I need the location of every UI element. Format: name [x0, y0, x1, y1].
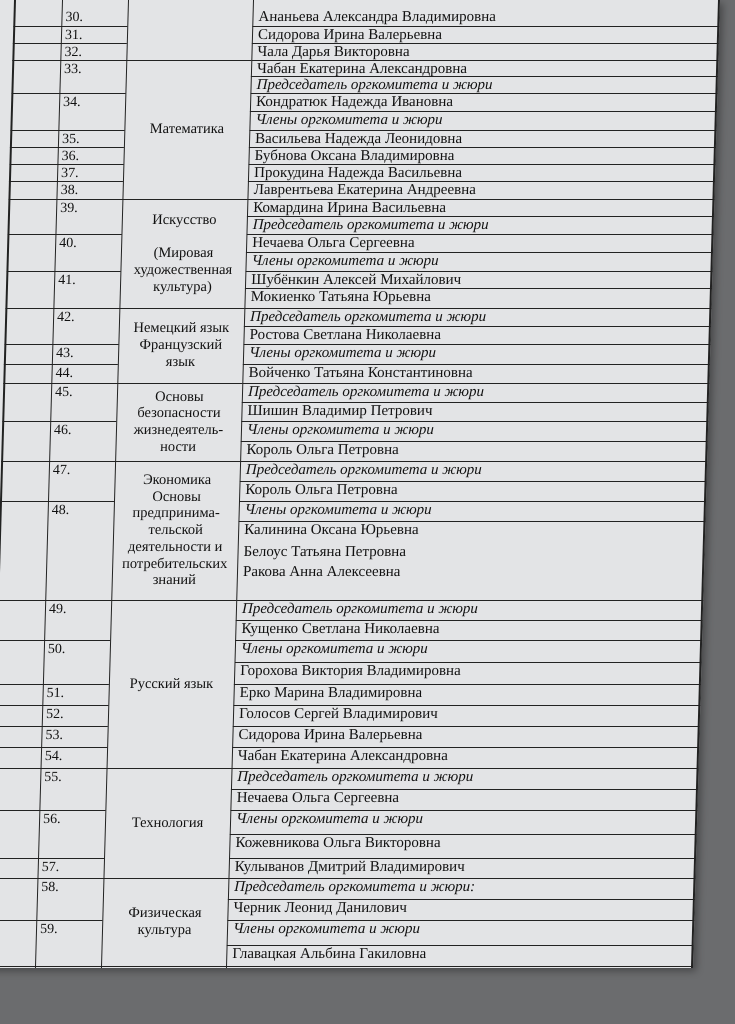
- row-number: 50.: [47, 642, 66, 657]
- subject-cell: [124, 60, 249, 199]
- row-number: 36.: [61, 149, 80, 164]
- role-heading: Председатель оргкомитета и жюри: [256, 77, 493, 93]
- member-name: Кулыванов Дмитрий Владимирович: [234, 859, 465, 875]
- row-number: 35.: [61, 132, 80, 147]
- role-heading: Члены оргкомитета и жюри: [248, 345, 437, 361]
- row-number: 34.: [62, 95, 81, 110]
- row-number: 37.: [60, 166, 79, 181]
- row-line: [7, 234, 121, 235]
- role-heading: Председатель оргкомитета и жюри: [241, 601, 479, 617]
- role-heading: Председатель оргкомитета и жюри: [252, 217, 489, 233]
- member-name: Ерко Марина Владимировна: [239, 685, 423, 701]
- row-number: 49.: [48, 602, 67, 617]
- subject-divider: [0, 966, 226, 967]
- role-heading: Председатель оргкомитета и жюри: [247, 384, 485, 400]
- row-number: 38.: [60, 183, 79, 198]
- table-border-right: [691, 0, 720, 968]
- member-name: Черник Леонид Данилович: [233, 900, 408, 916]
- row-number: 31.: [64, 28, 83, 43]
- row-number: 54.: [44, 749, 63, 764]
- member-name: Сидорова Ирина Валерьевна: [238, 727, 423, 743]
- row-line: [0, 858, 104, 859]
- subject-name: Основы безопасности жизнедеятель- ности: [133, 388, 224, 455]
- row-line: [4, 344, 118, 345]
- row-line: [0, 747, 107, 748]
- member-name: Сидорова Ирина Валерьевна: [257, 27, 443, 43]
- subject-cell: [113, 461, 238, 600]
- row-number: 55.: [44, 770, 62, 785]
- role-heading: Председатель оргкомитета и жюри:: [234, 879, 476, 895]
- member-name: Комардина Ирина Васильевна: [252, 200, 447, 216]
- subject-cell: [105, 768, 229, 878]
- row-number: 57.: [41, 860, 60, 875]
- member-name: Шишин Владимир Петрович: [247, 403, 433, 419]
- subject-cell: [103, 878, 226, 966]
- row-number: 47.: [52, 463, 71, 478]
- subject-name: Экономика Основы предпринима- тельской деятельности и потребительских знаний: [121, 472, 228, 589]
- subject-name: Технология: [131, 814, 204, 831]
- row-line: [0, 684, 109, 685]
- role-heading: Члены оргкомитета и жюри: [246, 422, 435, 438]
- row-line: [13, 26, 127, 27]
- member-name: Кущенко Светлана Николаевна: [241, 621, 440, 637]
- member-name: Чабан Екатерина Александровна: [237, 748, 449, 764]
- row-line: [0, 705, 108, 706]
- member-name: Кожевникова Ольга Викторовна: [235, 835, 441, 851]
- member-name: Калинина Оксана Юрьевна: [243, 522, 419, 538]
- member-name: Ракова Анна Алексеевна: [242, 564, 401, 580]
- row-number: 53.: [45, 728, 64, 743]
- member-name: Бубнова Оксана Владимировна: [254, 148, 455, 164]
- subject-cell: [121, 199, 245, 308]
- row-number: 58.: [41, 880, 59, 895]
- member-name: Чабан Екатерина Александровна: [256, 61, 468, 77]
- row-line: [6, 271, 120, 272]
- subject-name: Физическая культура: [128, 905, 202, 938]
- member-name: Белоус Татьяна Петровна: [243, 544, 407, 560]
- member-name: Голосов Сергей Владимирович: [238, 706, 439, 722]
- subject-cell: [117, 383, 240, 461]
- row-line: [0, 920, 102, 921]
- subject-name: Искусство (Мировая художественная культура): [133, 211, 233, 295]
- role-heading: Члены оргкомитета и жюри: [240, 641, 429, 657]
- member-name: Горохова Виктория Владимировна: [240, 663, 461, 679]
- row-number: 40.: [58, 236, 77, 251]
- row-number: 56.: [42, 812, 61, 827]
- member-name: Нечаева Ольга Сергеевна: [236, 790, 400, 806]
- member-name: Мокиенко Татьяна Юрьевна: [250, 289, 432, 305]
- role-heading: Члены оргкомитета и жюри: [232, 921, 421, 937]
- subject-cell: [119, 308, 242, 383]
- row-line: [0, 810, 105, 811]
- row-number: 42.: [56, 310, 75, 325]
- row-number: 51.: [46, 686, 65, 701]
- subject-cell: [109, 600, 235, 768]
- member-name: Король Ольга Петровна: [246, 442, 400, 458]
- role-heading: Председатель оргкомитета и жюри: [237, 769, 474, 785]
- row-line: [2, 421, 116, 422]
- row-number: 52.: [45, 707, 64, 722]
- member-name: Васильева Надежда Леонидовна: [254, 131, 463, 147]
- row-number: 59.: [39, 922, 58, 937]
- member-name: Войченко Татьяна Константиновна: [248, 365, 473, 381]
- member-name: Нечаева Ольга Сергеевна: [251, 235, 415, 251]
- row-line: [4, 364, 118, 365]
- member-name: Король Ольга Петровна: [245, 482, 398, 498]
- member-name: Кондратюк Надежда Ивановна: [255, 94, 454, 110]
- row-number: 32.: [64, 45, 83, 60]
- entry-line: [226, 966, 693, 967]
- row-line: [0, 726, 108, 727]
- row-number: 46.: [53, 423, 72, 438]
- row-number: 30.: [65, 10, 84, 25]
- subject-name: Математика: [149, 121, 225, 138]
- row-number: 43.: [55, 346, 74, 361]
- role-heading: Члены оргкомитета и жюри: [244, 502, 432, 518]
- row-number: 48.: [51, 503, 70, 518]
- subject-name: Русский язык: [129, 675, 214, 692]
- member-name: Ананьева Александра Владимировна: [258, 9, 497, 25]
- member-name: Прокудина Надежда Васильевна: [253, 165, 463, 181]
- member-name: Главацкая Альбина Гакиловна: [232, 946, 427, 962]
- row-number: 33.: [63, 62, 82, 77]
- member-name: Лаврентьева Екатерина Андреевна: [253, 182, 477, 198]
- subject-name: Немецкий язык Французский язык: [133, 320, 230, 370]
- row-number: 45.: [54, 385, 73, 400]
- table-border-left: [0, 0, 16, 968]
- row-line: [11, 93, 125, 94]
- member-name: Шубёнкин Алексей Михайлович: [250, 272, 462, 288]
- member-name: Чала Дарья Викторовна: [257, 44, 410, 60]
- role-heading: Члены оргкомитета и жюри: [235, 811, 424, 827]
- member-name: Ростова Светлана Николаевна: [249, 327, 442, 343]
- row-line: [0, 501, 114, 502]
- row-number: 41.: [57, 273, 76, 288]
- row-number: 44.: [55, 366, 74, 381]
- role-heading: Председатель оргкомитета и жюри: [245, 462, 483, 478]
- row-line: [10, 130, 124, 131]
- row-line: [0, 640, 110, 641]
- role-heading: Председатель оргкомитета и жюри: [249, 309, 487, 325]
- role-heading: Члены оргкомитета и жюри: [255, 112, 443, 128]
- row-number: 39.: [59, 201, 78, 216]
- role-heading: Члены оргкомитета и жюри: [251, 253, 439, 269]
- subject-cell: [128, 0, 251, 60]
